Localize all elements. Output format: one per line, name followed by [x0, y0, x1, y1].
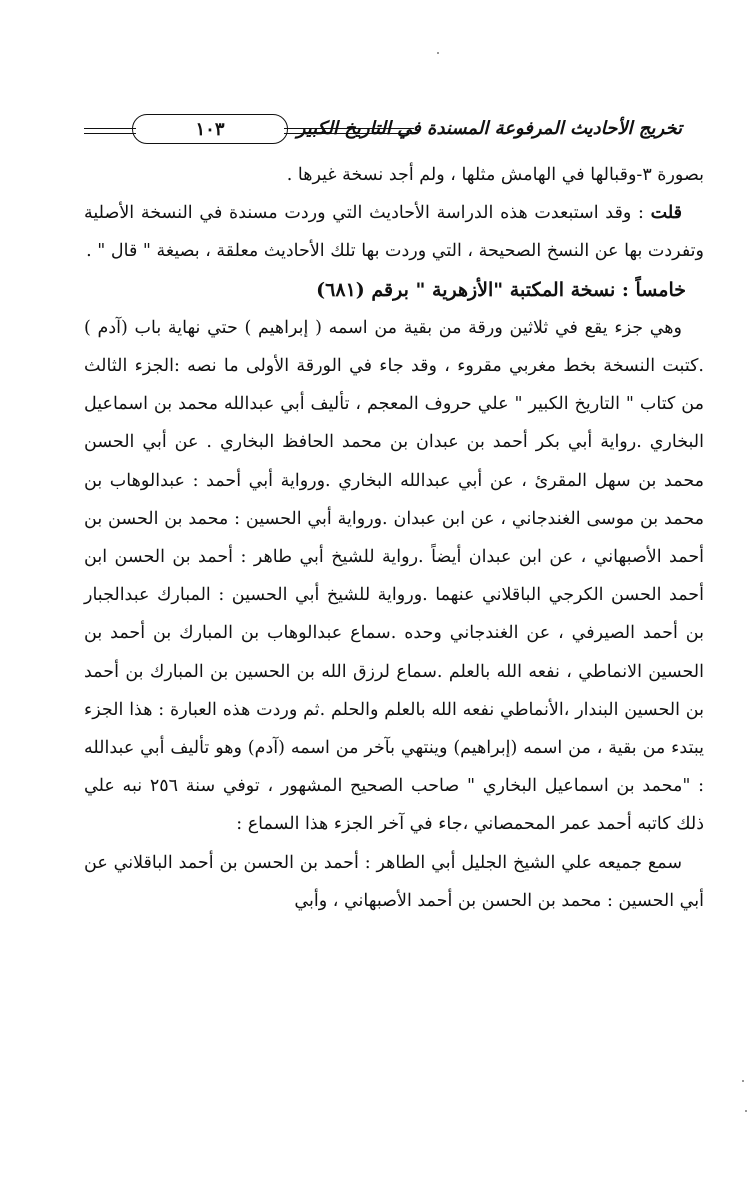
paragraph-continuation: [84, 156, 704, 194]
scan-speck: [742, 1080, 744, 1082]
header-rule-left-secondary: [84, 133, 136, 134]
header-rule-left: [84, 128, 136, 129]
running-title: تخريج الأحاديث المرفوعة المسندة في التاريخ الكبير: [296, 118, 682, 139]
page-number: ١٠٣: [195, 118, 225, 140]
paragraph-note: [84, 194, 704, 270]
section-heading: خامساً : نسخة المكتبة "الأزهرية " برقم (٦٨١): [316, 278, 686, 301]
page-body: [84, 156, 704, 920]
paragraph-text: : وقد استبعدت هذه الدراسة الأحاديث التي وردت مسندة في النسخة الأصلية وتفردت بها عن النسخ الصحيحة ، التي وردت بها تلك الأحاديث معلقة ، بصيغة " قال " .: [84, 203, 704, 262]
scan-speck: [437, 52, 439, 54]
paragraph-text: سمع جميعه علي الشيخ الجليل أبي الطاهر : أحمد بن الحسن بن أحمد الباقلاني عن أبي الحسين : محمد بن الحسن بن أحمد الأصبهاني ، وأبي: [84, 852, 704, 911]
note-lead-word: قلت: [650, 203, 682, 224]
paragraph-description: [84, 309, 704, 844]
page-number-badge: [132, 114, 288, 144]
paragraph-text: وهي جزء يقع في ثلاثين ورقة من بقية من اسمه ( إبراهيم ) حتي نهاية باب (آدم ) .كتبت النسخة بخط مغربي مقروء ، وقد جاء في الورقة الأولى ما نصه :الجزء الثالث من كتاب " التاريخ الكبير " علي حروف المعجم ، تأليف أبي عبدالله محمد بن اسماعيل البخاري .رواية أبي بكر أحمد بن عبدان بن محمد الحافظ البخاري . عن أبي الحسن محمد بن سهل المقرئ ، عن أبي عبدالله البخاري .ورواية أبي أحمد : عبدالوهاب بن محمد بن موسى الغندجاني ، عن ابن عبدان .ورواية أبي الحسين : محمد بن الحسن بن أحمد الأصبهاني ، عن ابن عبدان أيضاً .رواية للشيخ أبي طاهر : أحمد بن الحسن ابن أحمد الحسن الكرجي الباقلاني عنهما .ورواية للشيخ أبي الحسين : المبارك عبدالجبار بن أحمد الصيرفي ، عن الغندجاني وحده .سماع عبدالوهاب بن المبارك بن أحمد بن الحسين الانماطي ، نفعه الله بالعلم .سماع لرزق الله بن الحسين بن المبارك بن أحمد بن الحسين البندار ،الأنماطي نفعه الله بالعلم والحلم .ثم وردت هذه العبارة : هذا الجزء يبتدء من بقية ، من اسمه (إبراهيم) وينتهي بآخر من اسمه (آدم) وهو تأليف أبي عبدالله : "محمد بن اسماعيل البخاري " صاحب الصحيح المشهور ، توفي سنة ٢٥٦ نبه علي ذلك كاتبه أحمد عمر المحمصاني ،جاء في آخر الجزء هذا السماع :: [84, 317, 705, 835]
paragraph-samaa: [84, 844, 704, 920]
running-header: [84, 108, 682, 152]
paragraph-text: بصورة ٣-وقبالها في الهامش مثلها ، ولم أجد نسخة غيرها .: [286, 165, 704, 185]
scan-speck: [745, 1110, 747, 1112]
